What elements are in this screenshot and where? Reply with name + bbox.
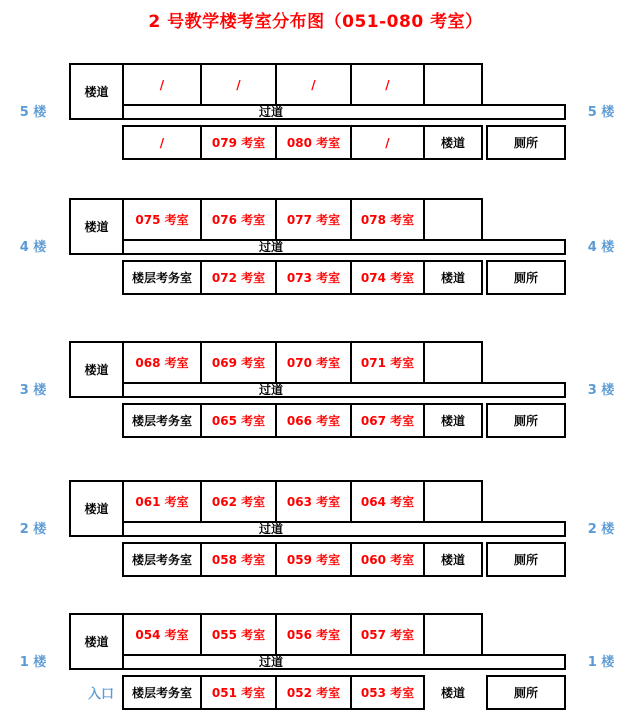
exam-room-cell: 054 考室 bbox=[135, 628, 189, 642]
empty-cell bbox=[423, 343, 481, 382]
office-cell: 楼层考务室 bbox=[131, 414, 192, 428]
floor-block-3 bbox=[0, 341, 631, 438]
empty-cell bbox=[423, 615, 481, 654]
stairwell-cell: 楼道 bbox=[69, 341, 124, 398]
floor-block-2 bbox=[0, 480, 631, 577]
floor-structure bbox=[69, 341, 566, 438]
unused-room-cell: / bbox=[350, 65, 423, 104]
top-room-row bbox=[122, 63, 483, 106]
exam-room-cell: 070 考室 bbox=[275, 343, 350, 382]
stairwell-cell: 楼道 bbox=[423, 544, 481, 575]
top-room-row bbox=[122, 198, 483, 241]
exam-room-cell: 053 考室 bbox=[350, 677, 423, 708]
exam-room-cell: 057 考室 bbox=[350, 615, 423, 654]
toilet-cell: 厕所 bbox=[486, 125, 566, 160]
floor-label-left: 3 楼 bbox=[19, 383, 47, 398]
entrance-label: 入口 bbox=[87, 687, 114, 702]
bottom-room-row bbox=[122, 675, 425, 710]
toilet-cell: 厕所 bbox=[486, 675, 566, 710]
exam-room-cell: 066 考室 bbox=[275, 405, 350, 436]
floor-label-left: 2 楼 bbox=[19, 522, 47, 537]
floor-structure bbox=[69, 613, 566, 710]
exam-room-cell: 080 考室 bbox=[275, 127, 350, 158]
aisle-label: 过道 bbox=[258, 383, 283, 397]
unused-room-cell: / bbox=[275, 65, 350, 104]
top-room-row bbox=[122, 480, 483, 523]
aisle-band bbox=[69, 104, 566, 120]
exam-room-cell: 079 考室 bbox=[200, 127, 275, 158]
top-room-row bbox=[122, 613, 483, 656]
exam-room-cell: 055 考室 bbox=[200, 615, 275, 654]
aisle-label: 过道 bbox=[258, 105, 283, 119]
floor-label-left: 1 楼 bbox=[19, 655, 47, 670]
unused-room-cell: / bbox=[159, 77, 165, 92]
exam-room-cell: 051 考室 bbox=[200, 677, 275, 708]
floor-block-5 bbox=[0, 63, 631, 160]
toilet-cell: 厕所 bbox=[486, 542, 566, 577]
floor-label-right: 5 楼 bbox=[587, 105, 615, 120]
exam-room-cell: 058 考室 bbox=[200, 544, 275, 575]
top-room-row bbox=[122, 341, 483, 384]
floor-label-right: 3 楼 bbox=[587, 383, 615, 398]
floor-label-right: 2 楼 bbox=[587, 522, 615, 537]
stairwell-cell: 楼道 bbox=[69, 63, 124, 120]
aisle-band bbox=[69, 654, 566, 670]
exam-room-cell: 068 考室 bbox=[135, 356, 189, 370]
bottom-room-row bbox=[122, 403, 483, 438]
exam-room-cell: 074 考室 bbox=[350, 262, 423, 293]
bottom-room-row bbox=[122, 542, 483, 577]
stairwell-cell: 楼道 bbox=[423, 405, 481, 436]
exam-room-cell: 076 考室 bbox=[200, 200, 275, 239]
exam-room-cell: 075 考室 bbox=[135, 213, 189, 227]
floor-block-4 bbox=[0, 198, 631, 295]
bottom-room-row bbox=[122, 260, 483, 295]
office-cell: 楼层考务室 bbox=[131, 686, 192, 700]
stairwell-cell: 楼道 bbox=[423, 127, 481, 158]
exam-room-cell: 062 考室 bbox=[200, 482, 275, 521]
floor-structure bbox=[69, 198, 566, 295]
unused-room-cell: / bbox=[200, 65, 275, 104]
exam-room-cell: 065 考室 bbox=[200, 405, 275, 436]
exam-room-cell: 077 考室 bbox=[275, 200, 350, 239]
exam-room-cell: 061 考室 bbox=[135, 495, 189, 509]
aisle-label: 过道 bbox=[258, 522, 283, 536]
exam-room-cell: 056 考室 bbox=[275, 615, 350, 654]
page-title: 2 号教学楼考室分布图（051-080 考室） bbox=[148, 12, 483, 32]
exam-room-cell: 069 考室 bbox=[200, 343, 275, 382]
exam-room-cell: 060 考室 bbox=[350, 544, 423, 575]
stairwell-cell: 楼道 bbox=[69, 198, 124, 255]
unused-room-cell: / bbox=[159, 135, 165, 150]
floor-label-left: 5 楼 bbox=[19, 105, 47, 120]
exam-room-cell: 067 考室 bbox=[350, 405, 423, 436]
exam-room-cell: 052 考室 bbox=[275, 677, 350, 708]
bottom-room-row bbox=[122, 125, 483, 160]
exam-room-cell: 059 考室 bbox=[275, 544, 350, 575]
exam-room-cell: 073 考室 bbox=[275, 262, 350, 293]
floor-label-right: 4 楼 bbox=[587, 240, 615, 255]
exam-room-cell: 078 考室 bbox=[350, 200, 423, 239]
exam-room-cell: 071 考室 bbox=[350, 343, 423, 382]
unused-room-cell: / bbox=[350, 127, 423, 158]
stairwell-cell: 楼道 bbox=[440, 686, 465, 700]
aisle-label: 过道 bbox=[258, 655, 283, 669]
exam-room-cell: 063 考室 bbox=[275, 482, 350, 521]
stairwell-cell: 楼道 bbox=[69, 480, 124, 537]
floor-structure bbox=[69, 480, 566, 577]
office-cell: 楼层考务室 bbox=[131, 553, 192, 567]
aisle-band bbox=[69, 382, 566, 398]
empty-cell bbox=[423, 65, 481, 104]
aisle-band bbox=[69, 521, 566, 537]
exam-room-cell: 072 考室 bbox=[200, 262, 275, 293]
stairwell-cell: 楼道 bbox=[423, 262, 481, 293]
toilet-cell: 厕所 bbox=[486, 260, 566, 295]
empty-cell bbox=[423, 482, 481, 521]
floor-block-1 bbox=[0, 613, 631, 710]
aisle-label: 过道 bbox=[258, 240, 283, 254]
stairwell-cell: 楼道 bbox=[69, 613, 124, 670]
aisle-band bbox=[69, 239, 566, 255]
floor-label-right: 1 楼 bbox=[587, 655, 615, 670]
toilet-cell: 厕所 bbox=[486, 403, 566, 438]
floor-structure bbox=[69, 63, 566, 160]
empty-cell bbox=[423, 200, 481, 239]
office-cell: 楼层考务室 bbox=[131, 271, 192, 285]
exam-room-cell: 064 考室 bbox=[350, 482, 423, 521]
floor-label-left: 4 楼 bbox=[19, 240, 47, 255]
